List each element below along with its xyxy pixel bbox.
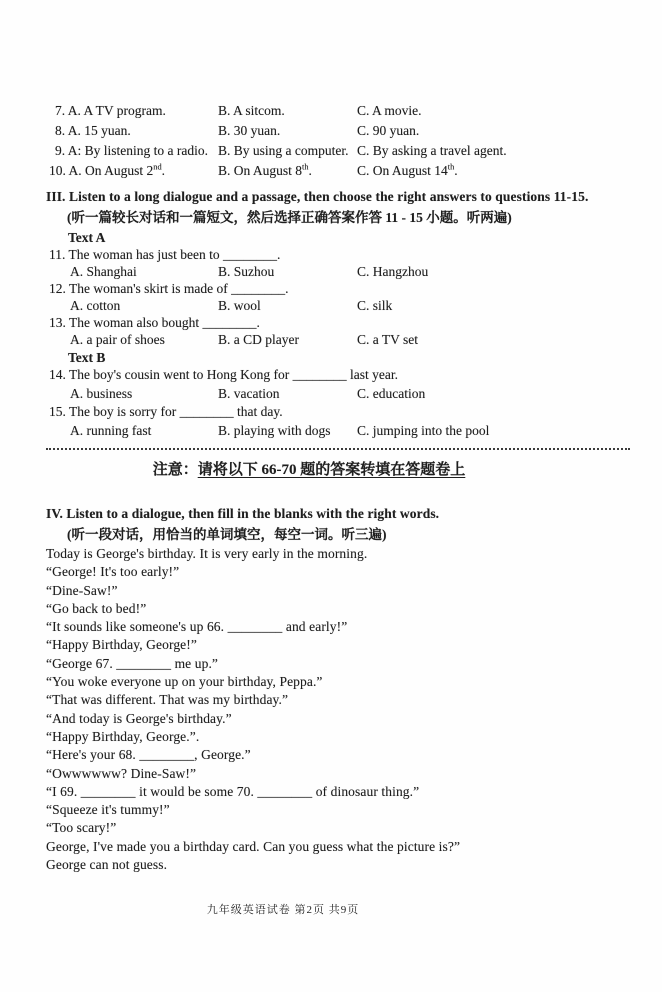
q11-stem: 11. The woman has just been to ________. — [49, 247, 281, 262]
text-b-block — [46, 350, 632, 440]
q12-option-c: C. silk — [357, 298, 393, 313]
q10-option-a-ordinal: nd — [153, 162, 162, 172]
q15-stem: 15. The boy is sorry for ________ that day. — [49, 404, 283, 419]
exam-content — [46, 101, 632, 874]
dialogue-line: George, I've made you a birthday card. Can you guess what the picture is?” — [46, 838, 461, 854]
q12-option-b: B. wool — [218, 298, 261, 313]
q13-option-a: A. a pair of shoes — [70, 332, 165, 347]
text-b-label: Text B — [68, 350, 106, 365]
dialogue-line-blanks-69-70: “I 69. ________ it would be some 70. ________ of dinosaur thing.” — [46, 783, 420, 799]
section-iv-subtitle-chinese: (听一段对话，用恰当的单词填空，每空一词。听三遍) — [67, 527, 387, 542]
q14-option-a: A. business — [70, 385, 133, 401]
q10-option-b — [218, 161, 357, 181]
q14-option-c: C. education — [357, 385, 426, 401]
q12-option-a: A. cotton — [70, 298, 121, 313]
q9-option-b: B. By using a computer. — [218, 143, 349, 158]
q13-stem: 13. The woman also bought ________. — [49, 315, 260, 330]
dotted-separator — [46, 448, 630, 450]
dialogue-line: “You woke everyone up on your birthday, Peppa.” — [46, 674, 323, 690]
q10-option-a-period: . — [161, 163, 165, 178]
q7-option-b: B. A sitcom. — [218, 103, 285, 118]
dialogue-line-blank-67: “George 67. ________ me up.” — [46, 655, 219, 671]
q15-options — [46, 422, 632, 441]
q12-stem: 12. The woman's skirt is made of ________. — [49, 281, 289, 296]
dialogue-line: “Happy Birthday, George!” — [46, 637, 197, 653]
dialogue-line: Today is George's birthday. It is very early in the morning. — [46, 546, 368, 561]
dialogue-line: “Squeeze it's tummy!” — [46, 802, 170, 818]
text-a-block — [46, 230, 632, 348]
q10-option-c-ordinal: th — [447, 162, 455, 172]
question-row-8 — [46, 121, 632, 141]
q14-stem: 14. The boy's cousin went to Hong Kong for ________ last year. — [49, 367, 399, 382]
q11-option-b: B. Suzhou — [218, 264, 275, 279]
text-a-label: Text A — [68, 230, 106, 245]
q7-option-a: 7. A. A TV program. — [55, 103, 166, 118]
dialogue-line: “And today is George's birthday.” — [46, 710, 232, 726]
notice-prefix: 注意： — [152, 462, 198, 478]
dialogue-line-blank-66: “It sounds like someone's up 66. ________ and early!” — [46, 619, 348, 635]
q10-option-c-text: C. On August 14 — [357, 163, 448, 178]
q8-option-a: 8. A. 15 yuan. — [55, 123, 131, 138]
dialogue-passage — [46, 545, 632, 874]
q13-options — [46, 331, 632, 348]
dialogue-line: “Happy Birthday, George.”. — [46, 728, 200, 744]
q15-option-a: A. running fast — [70, 422, 152, 438]
q9-option-c: C. By asking a travel agent. — [357, 143, 507, 158]
q13-option-b: B. a CD player — [218, 332, 299, 347]
q14-options — [46, 385, 632, 404]
q13-option-c: C. a TV set — [357, 332, 419, 347]
q10-option-a — [46, 161, 218, 181]
q11-options — [46, 263, 632, 280]
dialogue-line: “George! It's too early!” — [46, 564, 180, 580]
q11-option-c: C. Hangzhou — [357, 264, 429, 279]
dialogue-line: “Too scary!” — [46, 820, 117, 836]
q8-option-c: C. 90 yuan. — [357, 123, 420, 138]
section-iii-title: III. Listen to a long dialogue and a passage, then choose the right answers to questions 11-15. — [46, 189, 589, 204]
answer-transfer-notice — [46, 460, 572, 480]
dialogue-line: “Dine-Saw!” — [46, 582, 118, 598]
q14-option-b: B. vacation — [218, 385, 280, 401]
q11-option-a: A. Shanghai — [70, 264, 137, 279]
section-iii-subtitle-chinese: (听一篇较长对话和一篇短文，然后选择正确答案作答 11 - 15 小题。听两遍) — [67, 210, 512, 225]
question-row-7 — [46, 101, 632, 121]
dialogue-line: “That was different. That was my birthday.” — [46, 692, 289, 708]
q10-option-a-text: 10. A. On August 2 — [49, 163, 154, 178]
section-iv-title: IV. Listen to a dialogue, then fill in the blanks with the right words. — [46, 506, 440, 521]
page-footer: 九年级英语试卷 第2页 共9页 — [206, 904, 360, 916]
dialogue-line: “Go back to bed!” — [46, 600, 147, 616]
question-row-10 — [46, 161, 632, 181]
q10-option-b-period: . — [308, 163, 312, 178]
q12-options — [46, 297, 632, 314]
question-row-9 — [46, 141, 632, 161]
q10-option-b-text: B. On August 8 — [218, 163, 303, 178]
q10-option-c — [357, 161, 632, 181]
dialogue-line: “Owwwwww? Dine-Saw!” — [46, 765, 197, 781]
dialogue-line: George can not guess. — [46, 857, 168, 873]
q15-option-b: B. playing with dogs — [218, 422, 331, 438]
notice-underlined-text: 请将以下 66-70 题的答案转填在答题卷上 — [197, 462, 466, 478]
dialogue-line-blank-68: “Here's your 68. ________, George.” — [46, 747, 251, 763]
q15-option-c: C. jumping into the pool — [357, 422, 490, 438]
q9-option-a: 9. A: By listening to a radio. — [55, 143, 208, 158]
q10-option-b-ordinal: th — [302, 162, 309, 172]
q10-option-c-period: . — [454, 163, 458, 178]
q7-option-c: C. A movie. — [357, 103, 422, 118]
q8-option-b: B. 30 yuan. — [218, 123, 281, 138]
